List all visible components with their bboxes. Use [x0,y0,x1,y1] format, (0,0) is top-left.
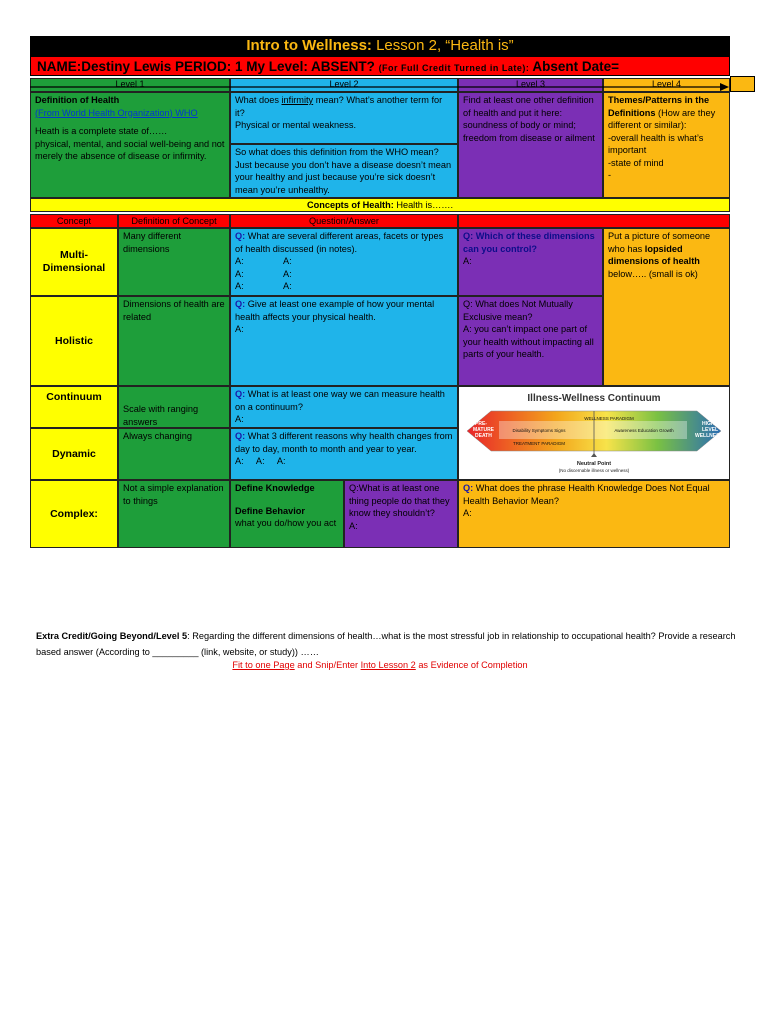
concept-holistic [30,296,118,386]
infirmity-answer: Physical or mental weakness. [235,120,357,130]
multi-control-question: Q: Which of these dimensions can you control? [463,231,595,254]
evidence-completion: as Evidence of Completion [415,660,528,670]
complex-q-text: What does the phrase Health Knowledge Does Not Equal Health Behavior Mean? [463,483,710,506]
complex-q-label: Q: [463,483,474,493]
concept-multi-dimensional [30,228,118,296]
multi-q-label: Q: [235,231,246,241]
themes-title: Themes/Patterns in the Definitions [608,95,710,118]
snip-enter: and Snip/Enter [294,660,361,670]
concepts-bar [30,198,730,212]
wellness-paradigm-label: WELLNESS PARADIGM [584,416,634,421]
qa-header [230,214,458,228]
lopsided-post: below….. (small is ok) [608,268,698,279]
continuum-qa-cell [230,386,458,428]
who-meaning-text: So what does this definition from the WHO mean? Just because you don’t have a disease doesn’t mean your healthy and just because you’re sick doesn’t mean you’re unhealthy. [235,147,452,195]
title-bar [30,36,730,56]
definition-header [118,214,230,228]
dynamic-qa-cell [230,428,458,480]
continuum-q-label: Q: [235,389,246,399]
illness-wellness-diagram [459,387,729,479]
multi-answer-row-3 [235,280,453,293]
high-level-wellness-label: HIGH LEVEL WELLNESS [695,421,723,439]
neutral-point-sub: (No discernable illness or wellness) [558,468,630,473]
absent-date-box[interactable] [730,76,755,92]
multi-a4[interactable]: A: [283,268,292,279]
multi-a6[interactable]: A: [283,281,292,291]
definition-multi-dimensional [118,228,230,296]
dynamic-q-text: What 3 different reasons why health changes from day to day, month to month and year to year. [235,431,453,454]
holistic-exclusive-text: Q: What does Not Mutually Exclusive mean? A: you can’t impact one part of your health without impacting all parts of your health. [463,299,594,359]
infirmity-q-post: mean? What’s another term for it? [235,95,443,118]
treatment-paradigm-label: TREATMENT PARADIGM [512,441,566,446]
concept-header [30,214,118,228]
concepts-label: Concepts of Health: [306,200,394,210]
definition-title: Definition of Health [35,95,120,105]
multi-a1[interactable]: A: [235,256,244,266]
multi-answer-row-2 [235,268,453,281]
definition-continuum [118,386,230,428]
themes-cell [603,92,730,198]
holistic-q-label: Q: [235,299,246,309]
holistic-exclusive-cell [458,296,603,386]
definition-multi-text: Many different dimensions [123,231,182,254]
extra-credit-label: Extra Credit/Going Beyond/Level 5 [36,631,188,641]
complex-knowing-text: Q:What is at least one thing people do that they know they shouldn’t? A: [349,483,450,531]
name-row [30,56,730,76]
multi-qa-cell [230,228,458,296]
behavior-definition: what you do/how you act [235,518,337,528]
lopsided-bold: lopsided dimensions of health [608,243,700,266]
late-note: (For Full Credit Turned in Late): [378,63,533,73]
multi-a5[interactable]: A: [235,281,244,291]
definition-continuum-text: Scale with ranging answers [123,404,199,427]
neutral-point-label: Neutral Point [576,461,612,467]
signs-label: Disability Symptoms Signs [512,428,566,433]
knowledge-behavior-cell [230,480,344,548]
concept-header-label: Concept [56,216,92,226]
premature-death-label: PRE-MATURE DEATH [473,421,495,439]
concepts-rest: Health is……. [393,200,453,210]
dynamic-q-label: Q: [235,431,246,441]
themes-title-rest: (How are they different or similar): [608,107,716,130]
concept-holistic-label: Holistic [55,334,93,347]
qa-header-extension [458,214,730,228]
continuum-answer[interactable]: A: [235,414,244,424]
multi-a2[interactable]: A: [283,256,292,266]
submission-instructions [30,659,730,671]
concept-dynamic-label: Dynamic [52,447,96,460]
who-meaning-cell [230,144,458,198]
awareness-label: Awareness Education Growth [614,428,674,433]
who-definition-text: Heath is a complete state of…… physical, mental, and social well-being and not merely the absence of disease or infirmity. [35,126,225,161]
multi-a3[interactable]: A: [235,268,244,279]
other-definition-cell [458,92,603,198]
complex-answer[interactable]: A: [463,508,472,518]
definition-complex-text: Not a simple explanation to things [123,483,224,506]
level-3-label: Level 3 [515,79,546,89]
level-1-label: Level 1 [115,79,145,89]
infirmity-q-pre: What does [235,95,282,105]
concept-multi-label: Multi- Dimensional [42,249,106,274]
definition-holistic [118,296,230,386]
title-rest: Lesson 2, “Health is” [371,37,514,54]
define-behavior-label: Define Behavior [235,505,305,516]
extra-credit-text [36,628,736,660]
continuum-q-text: What is at least one way we can measure health on a continuum? [235,389,445,412]
concept-continuum-label: Continuum [46,391,102,403]
holistic-qa-cell [230,296,458,386]
level-arrow [30,82,730,92]
illness-wellness-image [458,386,730,480]
absent-date: Absent Date= [532,59,620,74]
dynamic-answers[interactable]: A: A: A: [235,456,286,466]
lopsided-picture-cell [603,228,730,386]
multi-control-answer[interactable]: A: [463,256,472,266]
fit-one-page: Fit to one Page [232,660,295,670]
level-4-label: Level 4 [651,79,682,89]
extra-credit-body: : Regarding the different dimensions of health…what is the most stressful job in relationship to occupational health? Provide a research based answer (According to _________ (link, website, or study)) …… [36,631,736,657]
multi-answer-row-1 [235,255,453,268]
complex-phrase-cell [458,480,730,548]
themes-body: -overall health is what’s important -state of mind - [608,132,704,180]
definition-dynamic-text: Always changing [123,431,192,441]
title-prefix: Intro to Wellness: [246,37,372,54]
multi-q-text: What are several different areas, facets or types of health discussed (in notes). [235,231,444,254]
definition-dynamic [118,428,230,480]
concept-complex [30,480,118,548]
infirmity-word: infirmity [281,95,314,105]
infirmity-question-cell [230,92,458,144]
other-definition-text: Find at least one other definition of health and put it here: soundness of body or mind; freedom from disease or ailment [463,95,595,143]
lopsided-pre: Put a picture of someone who has [608,231,711,254]
holistic-q-text: Give at least one example of how your mental health affects your physical health. [235,299,435,322]
concept-continuum [30,386,118,428]
definition-holistic-text: Dimensions of health are related [123,299,225,322]
concept-dynamic [30,428,118,480]
who-definition-cell [30,92,230,198]
qa-header-label: Question/Answer [309,216,379,226]
holistic-answer[interactable]: A: [235,324,244,334]
concept-complex-label: Complex: [50,507,98,520]
level-2-label: Level 2 [329,79,359,89]
student-info: NAME:Destiny Lewis PERIOD: 1 My Level: ABSENT? [37,59,379,74]
definition-header-label: Definition of Concept [131,216,217,226]
into-lesson-2: Into Lesson 2 [360,660,416,670]
define-knowledge-label: Define Knowledge [235,483,315,493]
who-link[interactable]: (From World Health Organization) WHO [35,107,198,118]
multi-control-cell [458,228,603,296]
continuum-image-title: Illness-Wellness Continuum [527,393,661,404]
definition-complex [118,480,230,548]
complex-knowing-cell [344,480,458,548]
